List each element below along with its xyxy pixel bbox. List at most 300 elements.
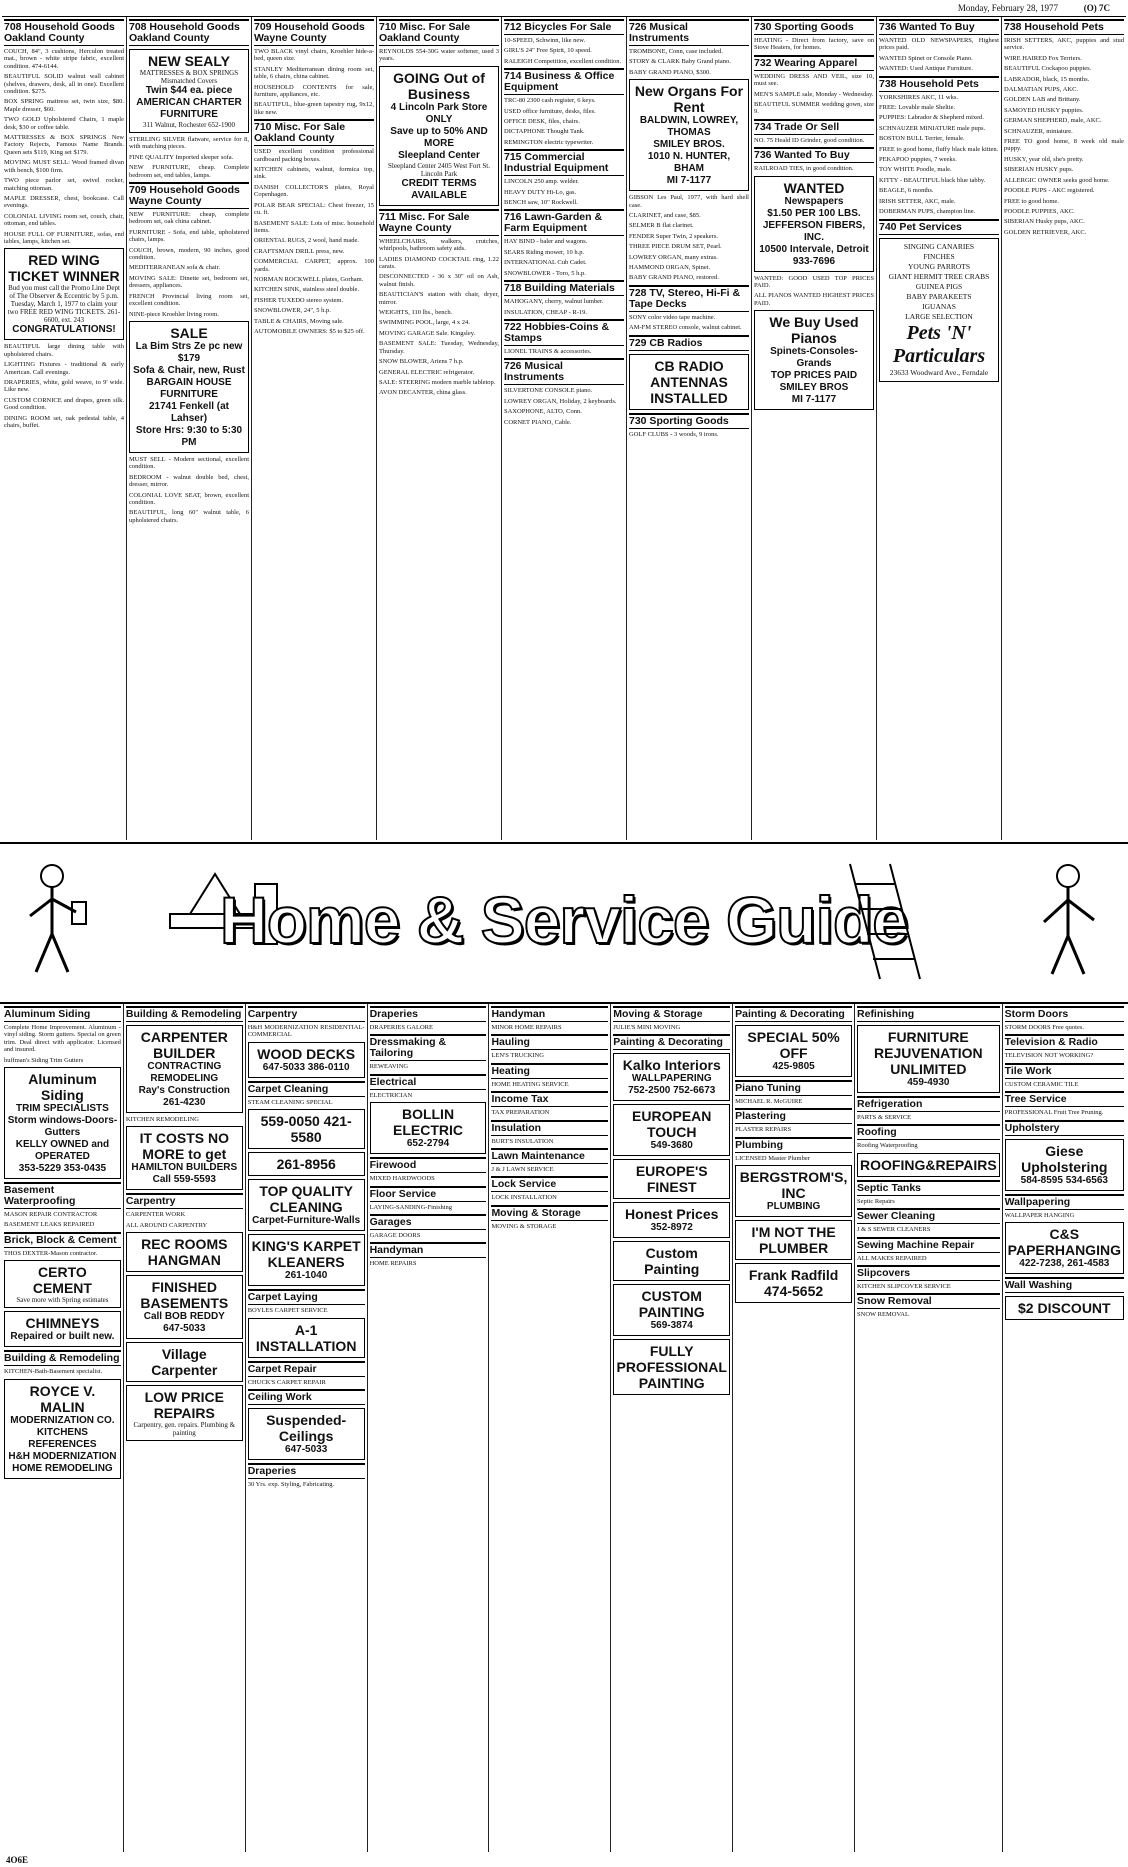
section-heading: Income Tax	[491, 1091, 608, 1107]
section-heading: Basement Waterproofing	[4, 1182, 121, 1209]
display-ad-line: PLUMBING	[766, 1201, 821, 1213]
display-ad-line: REFERENCES	[28, 1438, 97, 1450]
classified-ad: AVON DECANTER, china glass.	[379, 389, 467, 397]
classified-ad: NORMAN ROCKWELL plates, Gorham.	[254, 275, 364, 283]
classified-ad: STERLING SILVER flatware, service for 8, with matching pieces.	[129, 136, 249, 151]
classified-ad: LEN'S TRUCKING	[491, 1052, 544, 1060]
display-ad-line: Carpentry, gen. repairs. Plumbing & painting	[133, 1421, 236, 1438]
classified-ad: PUPPIES: Labrador & Shepherd mixed.	[879, 114, 984, 122]
pet-store-line: SINGING CANARIES	[903, 241, 975, 251]
display-ad-line: Village Carpenter	[151, 1346, 218, 1379]
column	[489, 1004, 611, 1852]
classified-ad: WHEELCHAIRS, walkers, crutches, whirlpools, bathroom safety aids.	[379, 237, 499, 253]
classified-ad: SAMOYED HUSKY puppies.	[1004, 106, 1084, 114]
classified-ad: LOCK INSTALLATION	[491, 1194, 557, 1202]
classified-ad: PEKAPOO puppies, 7 weeks.	[879, 156, 957, 164]
classified-ad: ALL AROUND CARPENTRY	[125, 1221, 208, 1229]
display-ad-line: 261-4230	[163, 1097, 206, 1108]
classified-ad: WEIGHTS, 110 lbs., bench.	[379, 309, 453, 317]
column	[627, 17, 752, 840]
classified-ad: WANTED Spinet or Console Piano.	[879, 54, 973, 62]
classified-ad: TABLE & CHAIRS, Moving sale.	[254, 317, 344, 325]
display-ad-line: New Organs For Rent	[634, 83, 744, 116]
section-heading: 709 Household Goods Wayne County	[254, 19, 374, 46]
section-heading: Septic Tanks	[857, 1180, 1000, 1196]
classified-ad: 30 Yrs. exp. Styling, Fabricating.	[247, 1481, 335, 1489]
classified-ad: MASON REPAIR CONTRACTOR	[4, 1211, 98, 1219]
display-ad	[248, 1408, 365, 1460]
section-heading: 714 Business & Office Equipment	[504, 68, 624, 95]
classified-ad: GENERAL ELECTRIC refrigerator.	[379, 368, 475, 376]
display-ad-line: AMERICAN CHARTER FURNITURE	[136, 97, 242, 120]
display-ad	[613, 1104, 730, 1156]
display-ad-line: Storm windows-Doors-Gutters	[7, 1115, 118, 1139]
section-heading: Painting & Decorating	[613, 1034, 730, 1050]
classified-ad: FINE QUALITY Imported sleeper sofa.	[129, 153, 234, 161]
classified-ad: HOUSE FULL OF FURNITURE, sofas, end tables, lamps, kitchen set.	[4, 230, 124, 245]
classified-ad: Roofing Waterproofing	[857, 1142, 918, 1150]
display-ad-line: HAMILTON BUILDERS	[131, 1162, 238, 1174]
display-ad	[4, 1260, 121, 1308]
classified-ad: WANTED: Used Antique Furniture.	[879, 65, 973, 73]
display-ad-line: Sofa & Chair, new, Rust	[133, 364, 245, 376]
section-heading: Sewer Cleaning	[857, 1208, 1000, 1224]
section-heading: Electrical	[370, 1074, 487, 1090]
display-ad-line: We Buy Used Pianos	[769, 314, 859, 347]
pet-store-line: BABY PARAKEETS	[906, 291, 972, 301]
classified-ad: AM-FM STEREO console, walnut cabinet.	[629, 324, 742, 332]
section-heading: 712 Bicycles For Sale	[504, 19, 624, 35]
display-ad	[248, 1179, 365, 1231]
display-ad-line: FURNITURE REJUVENATION UNLIMITED	[874, 1029, 983, 1077]
classified-ad: NEW FURNITURE, cheap. Complete bedroom set, end tables, lamps.	[129, 164, 249, 179]
display-ad-line: 311 Walnut, Rochester 652-1900	[143, 121, 235, 129]
classified-ad: FENDER Super Twin, 2 speakers.	[629, 232, 718, 240]
display-ad	[857, 1153, 1000, 1177]
display-ad-line: WOOD DECKS	[257, 1045, 356, 1062]
column	[377, 17, 502, 840]
display-ad-line: Giese Upholstering	[1021, 1142, 1108, 1175]
display-ad	[857, 1025, 1000, 1093]
display-ad	[126, 1126, 243, 1190]
section-heading: Lock Service	[491, 1176, 608, 1192]
display-ad-line: 422-7238, 261-4583	[1019, 1258, 1110, 1270]
section-heading: Plumbing	[735, 1137, 852, 1153]
classified-ad: INSULATION, CHEAP - R-19.	[504, 308, 587, 316]
display-ad-line: 933-7696	[792, 255, 836, 267]
classified-ad: LINCOLN 250 amp. welder.	[504, 178, 579, 186]
section-heading: Floor Service	[370, 1186, 487, 1202]
classified-ad: LICENSED Master Plumber	[735, 1154, 810, 1162]
display-ad	[126, 1275, 243, 1339]
classified-ad: SNOWBLOWER - Toro, 5 h.p.	[504, 269, 586, 277]
display-ad	[735, 1263, 852, 1303]
display-ad	[735, 1165, 852, 1217]
display-ad-line: CONTRACTING REMODELING	[147, 1061, 222, 1084]
classified-ad: CUSTOM CORNICE and drapes, green silk. Good condition.	[4, 396, 124, 412]
classified-ad: KITCHEN cabinets, walnut, formica top, sink.	[254, 166, 374, 181]
classified-ad: J & J LAWN SERVICE	[491, 1166, 554, 1174]
classified-ad: HEATING - Direct from factory, save on Stove Heaters, for homes.	[754, 37, 874, 52]
display-ad-line: CUSTOM PAINTING	[638, 1288, 705, 1321]
display-ad-line: Call 559-5593	[152, 1174, 216, 1186]
classified-ad: 10-SPEED, Schwinn, like new.	[504, 37, 586, 44]
display-ad-line: Custom Painting	[644, 1245, 700, 1278]
classified-ad: PROFESSIONAL Fruit Tree Pruning.	[1004, 1109, 1104, 1117]
display-ad-line: ROOFING&REPAIRS	[860, 1156, 997, 1173]
classified-ad: HUSKY, year old, she's pretty.	[1004, 155, 1084, 163]
classified-ad: H&H MODERNIZATION RESIDENTIAL-COMMERCIAL	[247, 1024, 365, 1039]
display-ad	[1005, 1296, 1124, 1320]
classified-ad: BEAUTICIAN'S station with chair, dryer, mirror.	[379, 291, 499, 306]
section-heading: 726 Musical Instruments	[629, 19, 749, 46]
column	[1002, 17, 1126, 840]
classified-ad: J & S SEWER CLEANERS	[857, 1226, 931, 1234]
classified-ad: BEAUTIFUL SUMMER wedding gown, size 9.	[754, 101, 874, 116]
page-number: (O) 7C	[1083, 3, 1110, 13]
section-heading: Building & Remodeling	[125, 1008, 242, 1020]
display-ad-line: CARPENTER BUILDER	[140, 1029, 228, 1061]
classified-ad: SELMER B flat clarinet.	[629, 222, 694, 230]
classified-ad: HEAVY DUTY Hi-Lo, gas.	[504, 188, 577, 196]
classified-ad: DICTAPHONE Thought Tank.	[504, 128, 585, 136]
classified-top-columns	[2, 16, 1126, 840]
pet-store-line: GIANT HERMIT TREE CRABS	[888, 271, 990, 281]
classified-ad: SNOW BLOWER, Ariens 7 h.p.	[379, 358, 464, 366]
ladder-illustration	[830, 854, 950, 984]
classified-ad: DRAPERIES, white, gold weave, to 9' wide. Like new.	[4, 378, 124, 394]
classified-ad: INTERNATIONAL Cub Cadet.	[504, 259, 587, 267]
classified-ad: TELEVISION NOT WORKING?	[1004, 1052, 1094, 1060]
classified-ad: TWO GOLD Upholstered Chairs, 1 maple desk, $30 or coffee table.	[4, 116, 124, 131]
section-heading: 709 Household Goods Wayne County	[129, 182, 249, 209]
classified-ad: JULIE'S MINI MOVING	[613, 1024, 681, 1031]
display-ad	[129, 49, 249, 133]
classified-ad: ALL MAKES REPAIRED	[857, 1254, 927, 1262]
display-ad	[370, 1102, 487, 1154]
section-heading: Tree Service	[1005, 1091, 1124, 1107]
display-ad	[613, 1284, 730, 1336]
classified-ad: THOS DEXTER-Mason contractor.	[4, 1249, 98, 1257]
display-ad-line: 752-2500 752-6673	[628, 1085, 716, 1097]
classified-ad: GARAGE DOORS	[369, 1232, 421, 1240]
section-heading: 708 Household Goods Oakland County	[129, 19, 249, 46]
section-heading: Moving & Storage	[491, 1205, 608, 1221]
classified-ad: ORIENTAL RUGS, 2 wool, hand made.	[254, 237, 360, 245]
classified-ad: RAILROAD TIES, in good condition.	[754, 165, 854, 173]
classified-ad: REYNOLDS 554-30G water softener, used 3 years.	[379, 48, 499, 63]
classified-ad: TAX PREPARATION	[491, 1109, 550, 1117]
section-heading: Lawn Maintenance	[491, 1148, 608, 1164]
display-ad-line: 4 Lincoln Park Store ONLY	[390, 101, 488, 125]
classified-ad: GIRL'S 24" Free Spirit, 10 speed.	[504, 47, 592, 55]
classified-ad: WANTED: GOOD USED TOP PRICES PAID.	[754, 274, 874, 290]
classified-ad: BASEMENT SALE: Lots of misc. household items.	[254, 219, 374, 234]
classified-ad: MINOR HOME REPAIRS	[491, 1024, 562, 1031]
classified-ad: OFFICE DESK, files, chairs.	[504, 118, 580, 126]
classified-ad: PARTS & SERVICE	[857, 1114, 912, 1121]
classified-ad: REWEAVING	[369, 1063, 409, 1071]
issue-date: Monday, February 28, 1977	[957, 3, 1058, 13]
display-ad-line: Store Hrs: 9:30 to 5:30 PM	[135, 424, 243, 448]
display-ad-line: NEW SEALY	[148, 53, 230, 69]
classified-ad: LADIES DIAMOND COCKTAIL ring, 1.22 carats.	[379, 255, 499, 271]
classified-ad: MICHAEL R. McGUIRE	[735, 1098, 803, 1105]
section-heading: 734 Trade Or Sell	[754, 119, 874, 135]
section-heading: Roofing	[857, 1124, 1000, 1140]
classified-ad: SCHNAUZER MINIATURE male pups.	[879, 124, 986, 132]
classified-ad: GOLDEN LAB and Brittany.	[1004, 96, 1081, 104]
classified-ad: ALL PIANOS WANTED HIGHEST PRICES PAID.	[754, 292, 874, 307]
display-ad-line: SPECIAL 50% OFF	[747, 1029, 840, 1061]
display-ad-line: EUROPE'S FINEST	[635, 1163, 708, 1196]
classified-ad: SAXOPHONE, ALTO, Conn.	[504, 408, 582, 416]
display-ad-line: 647-5033 386-0110	[262, 1061, 350, 1073]
classified-ad: BABY GRAND PIANO, $300.	[629, 68, 711, 76]
section-heading: 738 Household Pets	[1004, 19, 1124, 35]
display-ad-line: H&H MODERNIZATION	[8, 1450, 117, 1462]
pet-store-line: LARGE SELECTION	[905, 311, 973, 321]
display-ad-line: FINISHED BASEMENTS	[140, 1279, 229, 1312]
display-ad-line: Carpet-Furniture-Walls	[252, 1215, 361, 1227]
display-ad-line: Frank Radfild 474-5652	[748, 1267, 839, 1300]
column	[246, 1004, 368, 1852]
section-heading: Carpet Cleaning	[248, 1081, 365, 1097]
classified-ad: MOVING & STORAGE	[491, 1222, 557, 1230]
column	[611, 1004, 733, 1852]
display-ad-line: EUROPEAN TOUCH	[632, 1108, 712, 1141]
section-heading: Dressmaking & Tailoring	[370, 1034, 487, 1061]
display-ad-line: CERTO CEMENT	[32, 1264, 92, 1297]
pet-store-ad	[879, 238, 999, 382]
display-ad	[1005, 1222, 1124, 1274]
classified-ad: GOLF CLUBS - 3 woods, 9 irons.	[629, 430, 719, 438]
display-ad-line: BARGAIN HOUSE FURNITURE	[146, 376, 232, 400]
classified-ad: WEDDING DRESS AND VEIL, size 10, must see.	[754, 72, 874, 88]
section-heading: Handyman	[370, 1242, 487, 1258]
classified-ad: CHUCK'S CARPET REPAIR	[247, 1378, 326, 1386]
display-ad-line: 261-1040	[285, 1270, 328, 1282]
display-ad-line: WALLPAPERING	[631, 1073, 712, 1085]
classified-ad: DANISH COLLECTOR'S plates, Royal Copenhagen.	[254, 183, 374, 199]
classified-ad: AUTOMOBILE OWNERS: $5 to $25 off.	[254, 327, 365, 335]
classified-ad: FREE: Lovable male Sheltie.	[879, 104, 956, 112]
section-heading: Insulation	[491, 1120, 608, 1136]
column	[733, 1004, 855, 1852]
classified-ad: BASEMENT LEAKS REPAIRED	[4, 1221, 95, 1229]
classified-ad: COLONIAL LOVE SEAT, brown, excellent condition.	[129, 491, 249, 506]
display-ad	[248, 1042, 365, 1078]
section-heading: 740 Pet Services	[879, 219, 999, 235]
classified-ad: HOME REPAIRS	[369, 1260, 417, 1268]
display-ad-line: Aluminum Siding	[28, 1071, 97, 1104]
display-ad-line: 425-9805	[772, 1061, 815, 1072]
classified-ad: THREE PIECE DRUM SET, Pearl.	[629, 243, 722, 251]
display-ad-line: MI 7-1177	[791, 394, 837, 406]
classified-ad: SILVERTONE CONSOLE piano.	[504, 387, 593, 395]
banner-title: Home & Service Guide	[220, 883, 908, 957]
classified-ad: SONY color video tape machine.	[629, 313, 716, 321]
classified-ad: TRC-80 2300 cash register, 6 keys.	[504, 97, 596, 105]
display-ad	[754, 310, 874, 410]
classified-ad: CRAFTSMAN DRILL press, new.	[254, 247, 345, 255]
classified-ad: GERMAN SHEPHERD, male, AKC.	[1004, 117, 1102, 125]
section-heading: Building & Remodeling	[4, 1352, 120, 1365]
display-ad-line: LOW PRICE REPAIRS	[144, 1389, 224, 1422]
classified-ad: SCHNAUZER, miniature.	[1004, 127, 1073, 135]
display-ad	[126, 1232, 243, 1272]
section-heading: Aluminum Siding	[4, 1006, 121, 1022]
display-ad-line: 652-2794	[406, 1138, 450, 1150]
display-ad-line: 353-5229 353-0435	[18, 1163, 107, 1175]
display-ad-line: 459-4930	[907, 1077, 950, 1088]
display-ad-line: 21741 Fenkell (at Lahser)	[148, 400, 230, 424]
classified-ad: FREE to good home, fluffy black male kitten.	[879, 145, 999, 153]
display-ad-line: Suspended- Ceilings	[266, 1412, 347, 1445]
section-heading: 711 Misc. For Sale Wayne County	[379, 209, 499, 236]
section-heading: Handyman	[491, 1006, 608, 1022]
classified-ad: SNOWBLOWER, 24", 5 h.p.	[254, 307, 331, 315]
classified-ad: Septic Repairs	[857, 1197, 895, 1205]
display-ad-line: Twin $44 ea. piece	[145, 85, 233, 96]
classified-ad: huffman's Siding Trim Gutters	[4, 1056, 84, 1064]
classified-ad: LOWREY ORGAN, Holiday, 2 keyboards.	[504, 397, 617, 405]
classified-ad: USED excellent condition professional cardboard packing boxes.	[254, 148, 374, 163]
display-ad-line: Kalko Interiors	[622, 1057, 721, 1074]
section-heading: 738 Household Pets	[879, 76, 999, 92]
classified-ad: COLONIAL LIVING room set, couch, chair, ottoman, end tables.	[4, 212, 124, 228]
classified-ad: BEAUTIFUL SOLID walnut wall cabinet (shelves, drawers, desk, all in one). Excellent condition. $275.	[4, 73, 124, 96]
classified-ad: DINING ROOM set, oak pedestal table, 4 chairs, buffet.	[4, 414, 124, 429]
classified-ad: KITCHEN REMODELING	[125, 1116, 199, 1123]
section-heading: Refinishing	[857, 1006, 1000, 1022]
classified-ad: LAYING-SANDING-Finishing	[369, 1203, 453, 1211]
classified-ad: SIBERIAN Husky pups, AKC.	[1004, 218, 1085, 226]
section-heading: 708 Household Goods Oakland County	[4, 19, 124, 46]
classified-ad: NEW FURNITURE: cheap, complete bedroom set, oak china cabinet.	[129, 211, 249, 226]
display-ad	[613, 1159, 730, 1199]
classified-ad: GIBSON Les Paul, 1977, with hard shell case.	[629, 194, 749, 209]
section-heading: Ceiling Work	[248, 1389, 365, 1405]
classified-ad: DALMATIAN PUPS, AKC.	[1004, 86, 1079, 94]
display-ad-line: $1.50 PER 100 LBS.	[767, 207, 861, 219]
classified-ad: KITTY - BEAUTIFUL black blue tabby.	[879, 176, 986, 184]
display-ad-line: Sleepland Center	[398, 149, 480, 161]
display-ad	[754, 176, 874, 272]
section-heading: 730 Sporting Goods	[754, 19, 874, 35]
display-ad-line: TOP PRICES PAID	[770, 370, 858, 382]
display-ad-line: Honest Prices	[625, 1206, 719, 1223]
classified-ad: STORY & CLARK Baby Grand piano.	[629, 58, 731, 66]
display-ad-line: RED WING TICKET WINNER	[8, 252, 120, 285]
classified-ad: WIRE HAIRED Fox Terriers.	[1004, 54, 1082, 62]
classified-ad: TWO piece parlor set, swivel rocker, matching ottoman.	[4, 177, 124, 192]
display-ad	[379, 66, 499, 206]
display-ad-line: MODERNIZATION CO.	[10, 1414, 115, 1426]
classified-ad: HOME HEATING SERVICE	[491, 1080, 569, 1088]
classified-ad: SALE: STEERING modern marble tabletop.	[379, 378, 496, 386]
display-ad-line: 10500 Intervale, Detroit	[759, 243, 869, 255]
classified-ad: DOBERMAN PUPS, champion line.	[879, 208, 976, 216]
classified-ad: YORKSHIRES AKC, 11 wks.	[879, 93, 959, 101]
section-heading: Moving & Storage	[613, 1006, 730, 1022]
section-heading: Wallpapering	[1005, 1194, 1124, 1210]
classified-ad: FISHER TUXEDO stereo system.	[254, 296, 344, 304]
classified-ad: BEAUTIFUL large dining table with upholstered chairs.	[4, 343, 124, 358]
display-ad-line: CHIMNEYS	[25, 1315, 100, 1332]
classified-ad: MOVING SALE: Dinette set, bedroom set, dressers, appliances.	[129, 274, 249, 290]
display-ad-line: BERGSTROM'S, INC	[739, 1169, 848, 1202]
classified-ad: MOVING GARAGE Sale. Kingsley.	[379, 329, 476, 337]
section-heading: Carpentry	[126, 1193, 243, 1209]
section-heading: Heating	[491, 1063, 608, 1079]
display-ad	[248, 1109, 365, 1149]
section-heading: 710 Misc. For Sale Oakland County	[379, 19, 499, 46]
display-ad-line: 559-0050 421-5580	[260, 1113, 352, 1146]
display-ad-line: Ray's Construction	[138, 1085, 230, 1096]
classified-ad: SWIMMING POOL, large, 4 x 24.	[379, 319, 470, 327]
classified-ad: FREE TO good home, 8 week old male puppy.	[1004, 138, 1124, 153]
pet-store-line: Pets 'N' Particulars	[892, 321, 986, 367]
display-ad-line: CONGRATULATIONS!	[12, 324, 116, 336]
classified-ad: BURT'S INSULATION	[491, 1137, 554, 1145]
classified-ad: NINE-piece Kroehler living room.	[129, 310, 219, 318]
display-ad-line: FULLY PROFESSIONAL PAINTING	[616, 1343, 727, 1392]
classified-ad: LABRADOR, black, 15 months.	[1004, 75, 1090, 83]
display-ad-line: 647-5033	[285, 1444, 328, 1456]
display-ad-line: SMILEY BROS.	[653, 139, 725, 151]
column	[502, 17, 627, 840]
display-ad	[248, 1152, 365, 1176]
classified-ad: MOVING MUST SELL: Wood framed divan with bench, $100 firm.	[4, 159, 124, 174]
display-ad	[126, 1025, 243, 1113]
display-ad-line: REC ROOMS HANGMAN	[141, 1236, 228, 1269]
section-heading: 729 CB Radios	[629, 335, 749, 351]
display-ad-line: BOLLIN ELECTRIC	[393, 1106, 463, 1139]
classified-ad: RALEIGH Competition, excellent condition.	[504, 57, 622, 65]
section-heading: Carpentry	[248, 1006, 365, 1022]
display-ad-line: 261-8956	[276, 1156, 336, 1173]
section-heading: 732 Wearing Apparel	[754, 55, 874, 71]
display-ad-line: IT COSTS NO MORE to get	[139, 1130, 230, 1163]
section-heading: Storm Doors	[1005, 1006, 1124, 1022]
classified-ad: HAMMOND ORGAN, Spinet.	[629, 264, 711, 272]
classified-ad: DRAPERIES GALORE	[369, 1024, 433, 1031]
pet-store-line: YOUNG PARROTS	[907, 261, 971, 271]
display-ad-line: ROYCE V. MALIN	[29, 1382, 96, 1415]
classified-ad: FURNITURE - Sofa, end table, upholstered chairs, lamps.	[129, 228, 249, 244]
classified-ad: STANLEY Mediterranean dining room set, table, 6 chairs, china cabinet.	[254, 65, 374, 81]
classified-ad: FRENCH Provincial living room set, excellent condition.	[129, 292, 249, 308]
section-heading: 715 Commercial Industrial Equipment	[504, 149, 624, 176]
classified-ad: PLASTER REPAIRS	[735, 1126, 792, 1134]
classified-ad: NO. 75 Heald ID Grinder, good condition.	[754, 136, 865, 144]
section-heading: 728 TV, Stereo, Hi-Fi & Tape Decks	[629, 285, 749, 312]
section-heading: 710 Misc. For Sale Oakland County	[254, 119, 374, 146]
display-ad-line: A-1 INSTALLATION	[255, 1321, 357, 1354]
classified-ad: TOY WHITE Poodle, male.	[879, 166, 952, 174]
classified-ad: DISCONNECTED - 36 x 30" oil on Ash, walnut finish.	[379, 273, 499, 288]
classified-ad: REMINGTON electric typewriter.	[504, 138, 594, 146]
classified-ad: MIXED HARDWOODS	[369, 1175, 435, 1183]
section-heading: Carpet Laying	[248, 1289, 365, 1305]
classified-ad: POODLE PUPPIES, AKC.	[1004, 207, 1075, 215]
display-ad	[735, 1025, 852, 1077]
display-ad	[248, 1234, 365, 1286]
display-ad-line: BALDWIN, LOWREY, THOMAS	[639, 115, 739, 139]
classified-ad: CLARINET, and case, $85.	[629, 212, 701, 220]
classified-ad: BENCH saw, 10" Rockwell.	[504, 199, 578, 207]
